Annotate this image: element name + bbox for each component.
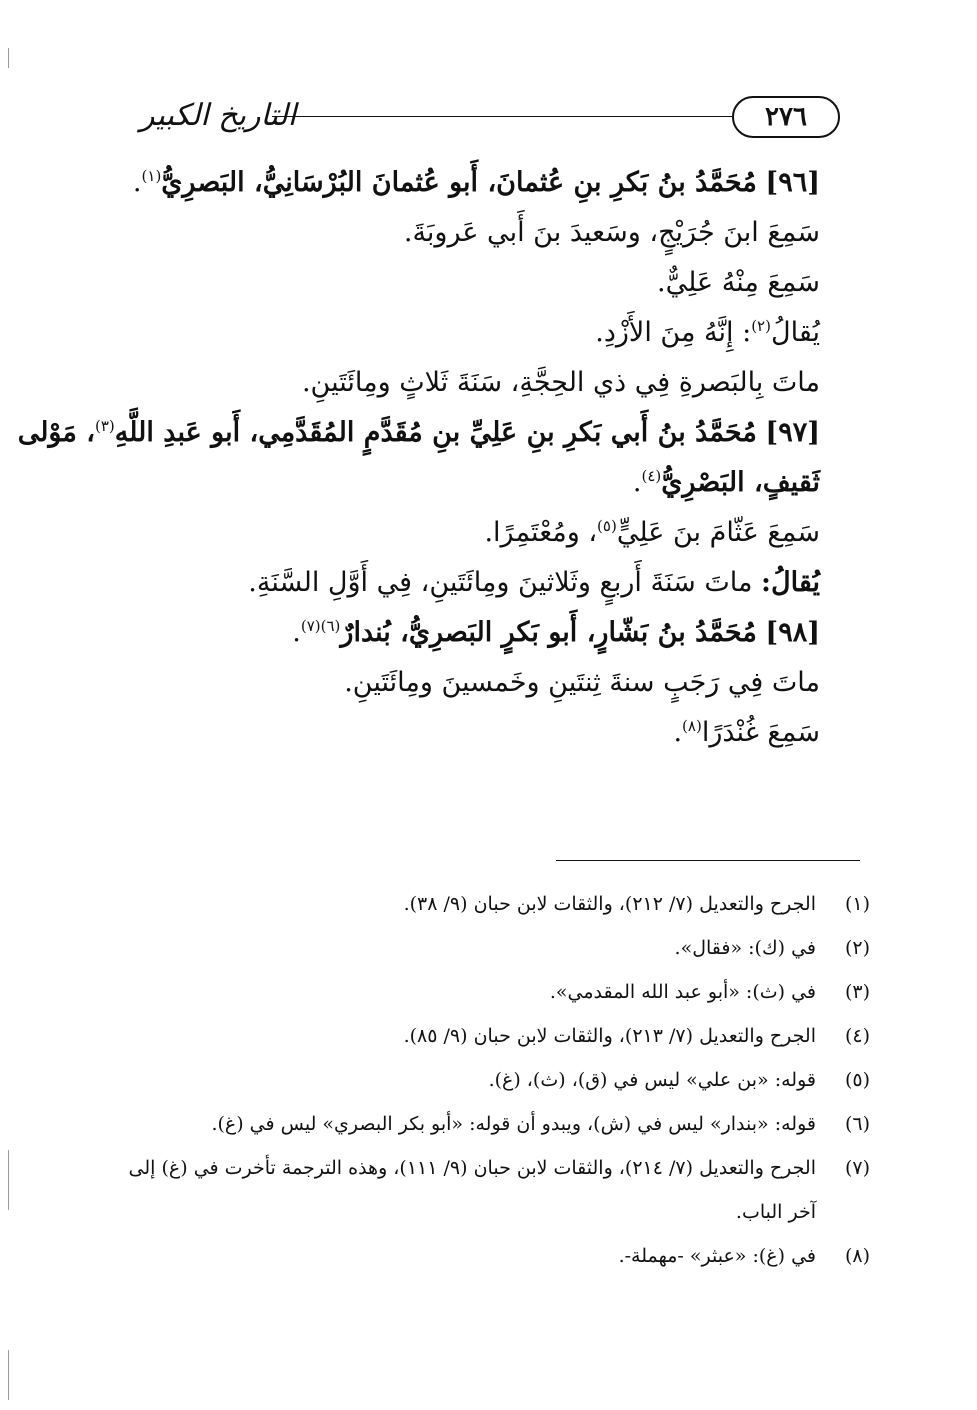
- text-fragment: ، ومُعْتَمِرًا.: [484, 517, 598, 548]
- entry-97-heading: [17, 408, 820, 458]
- text-fragment: ماتَ سَنَةَ أَربعٍ وثَلاثينَ ومِائَتَينِ، فِي أَوَّلِ السَّنَةِ.: [248, 567, 762, 598]
- text-fragment: يُقالُ:: [761, 567, 820, 598]
- footnote-number: (٦): [844, 1113, 870, 1135]
- footnote-marker: (٤): [641, 467, 662, 485]
- footnote-2: [110, 926, 870, 970]
- footnote-text: في (ك): «فقال».: [674, 937, 816, 959]
- entry-number: [٩٦]: [765, 167, 820, 198]
- page-number: ٢٧٦: [732, 96, 840, 138]
- footnote-marker: (٨): [682, 717, 702, 735]
- footnote-marker: (٢): [751, 317, 771, 335]
- scan-edge-mark: [8, 1150, 9, 1210]
- footnote-text: في (ث): «أبو عبد الله المقدمي».: [549, 981, 816, 1003]
- entry-title: مُحَمَّدُ بنُ بَكرِ بنِ عُثمانَ، أَبو عُثمانَ البُرْسَانِيُّ، البَصرِيُّ: [161, 167, 757, 198]
- footnote-5: [110, 1058, 870, 1102]
- text-fragment: .: [673, 717, 683, 748]
- entry-end: .: [292, 617, 301, 648]
- entry-98-heading: [100, 608, 820, 658]
- entry-97-heading-continued: [100, 458, 820, 508]
- footnote-4: [110, 1014, 870, 1058]
- footnotes: [110, 882, 870, 1278]
- footnote-number: (٧): [844, 1157, 870, 1179]
- entry-title: ثَقيفٍ، البَصْرِيُّ: [661, 467, 820, 498]
- footnote-marker: (٥): [597, 517, 617, 535]
- main-text: [17, 158, 820, 758]
- footnote-number: (٤): [844, 1025, 870, 1047]
- footnote-marker: (٣): [94, 417, 115, 435]
- footnote-3: [110, 970, 870, 1014]
- text-fragment: سَمِعَ عَثّامَ بنَ عَلِيٍّ: [616, 517, 820, 548]
- entry-end: .: [132, 167, 142, 198]
- footnote-number: (١): [844, 893, 870, 915]
- footnote-text: قوله: «بن علي» ليس في (ق)، (ث)، (غ).: [488, 1069, 816, 1091]
- footnote-number: (٥): [844, 1069, 870, 1091]
- text-line: [100, 708, 820, 758]
- footnote-marker: (١): [141, 167, 162, 185]
- entry-title: مُحَمَّدُ بنُ بَشّارٍ، أَبو بَكرٍ البَصرِيُّ، بُندارٌ: [340, 617, 757, 648]
- text-line: ماتَ بِالبَصرةِ فِي ذي الحِجَّةِ، سَنَةَ ثَلاثٍ ومِائَتَينِ.: [301, 367, 820, 398]
- footnote-text: الجرح والتعديل (٧/ ٢١٤)، والثقات لابن حبان (٩/ ١١١)، وهذه الترجمة تأخرت في (غ) إلى آخر الباب.: [128, 1157, 816, 1223]
- entry-96-heading: [100, 158, 820, 208]
- footnote-separator: [556, 860, 860, 861]
- footnote-text: قوله: «بندار» ليس في (ش)، ويبدو أن قوله: «أبو بكر البصري» ليس في (غ).: [211, 1113, 816, 1135]
- text-line: [100, 558, 820, 608]
- entry-number: [٩٧]: [765, 417, 820, 448]
- footnote-number: (٨): [844, 1245, 870, 1267]
- text-fragment: : إِنَّهُ مِنَ الأَزْدِ.: [595, 317, 752, 348]
- footnote-text: في (غ): «عبثر» -مهملة-.: [618, 1245, 816, 1267]
- text-fragment: سَمِعَ غُنْدَرًا: [701, 717, 820, 748]
- entry-number: [٩٨]: [765, 617, 820, 648]
- text-line: ماتَ فِي رَجَبٍ سنةَ ثِنتَينِ وخَمسينَ ومِائَتَينِ.: [344, 667, 820, 698]
- entry-title: ، مَوْلى: [17, 417, 95, 448]
- text-line: سَمِعَ ابنَ جُرَيْجٍ، وسَعيدَ بنَ أَبي عَروبَةَ.: [403, 217, 820, 248]
- scan-edge-mark: [8, 48, 9, 68]
- header-rule: [272, 116, 732, 117]
- text-line: [100, 508, 820, 558]
- footnote-text: الجرح والتعديل (٧/ ٢١٢)، والثقات لابن حبان (٩/ ٣٨).: [403, 893, 816, 915]
- footnote-8: [110, 1234, 870, 1278]
- footnote-1: [110, 882, 870, 926]
- footnote-7: [110, 1146, 870, 1234]
- scan-edge-mark: [8, 1350, 9, 1400]
- entry-end: .: [632, 467, 642, 498]
- text-fragment: يُقالُ: [770, 317, 820, 348]
- entry-title: مُحَمَّدُ بنُ أَبي بَكرِ بنِ عَلِيِّ بنِ مُقَدَّمٍ المُقَدَّمِي، أَبو عَبدِ اللَّهِ: [114, 417, 757, 448]
- text-line: [100, 308, 820, 358]
- footnote-6: [110, 1102, 870, 1146]
- footnote-marker: (٦)(٧): [300, 617, 341, 635]
- footnote-number: (٢): [844, 937, 870, 959]
- footnote-text: الجرح والتعديل (٧/ ٢١٣)، والثقات لابن حبان (٩/ ٨٥).: [403, 1025, 816, 1047]
- book-title: التاريخ الكبير: [140, 98, 297, 133]
- page-header: [110, 92, 870, 142]
- text-line: سَمِعَ مِنْهُ عَلِيٌّ.: [657, 267, 820, 298]
- footnote-number: (٣): [844, 981, 870, 1003]
